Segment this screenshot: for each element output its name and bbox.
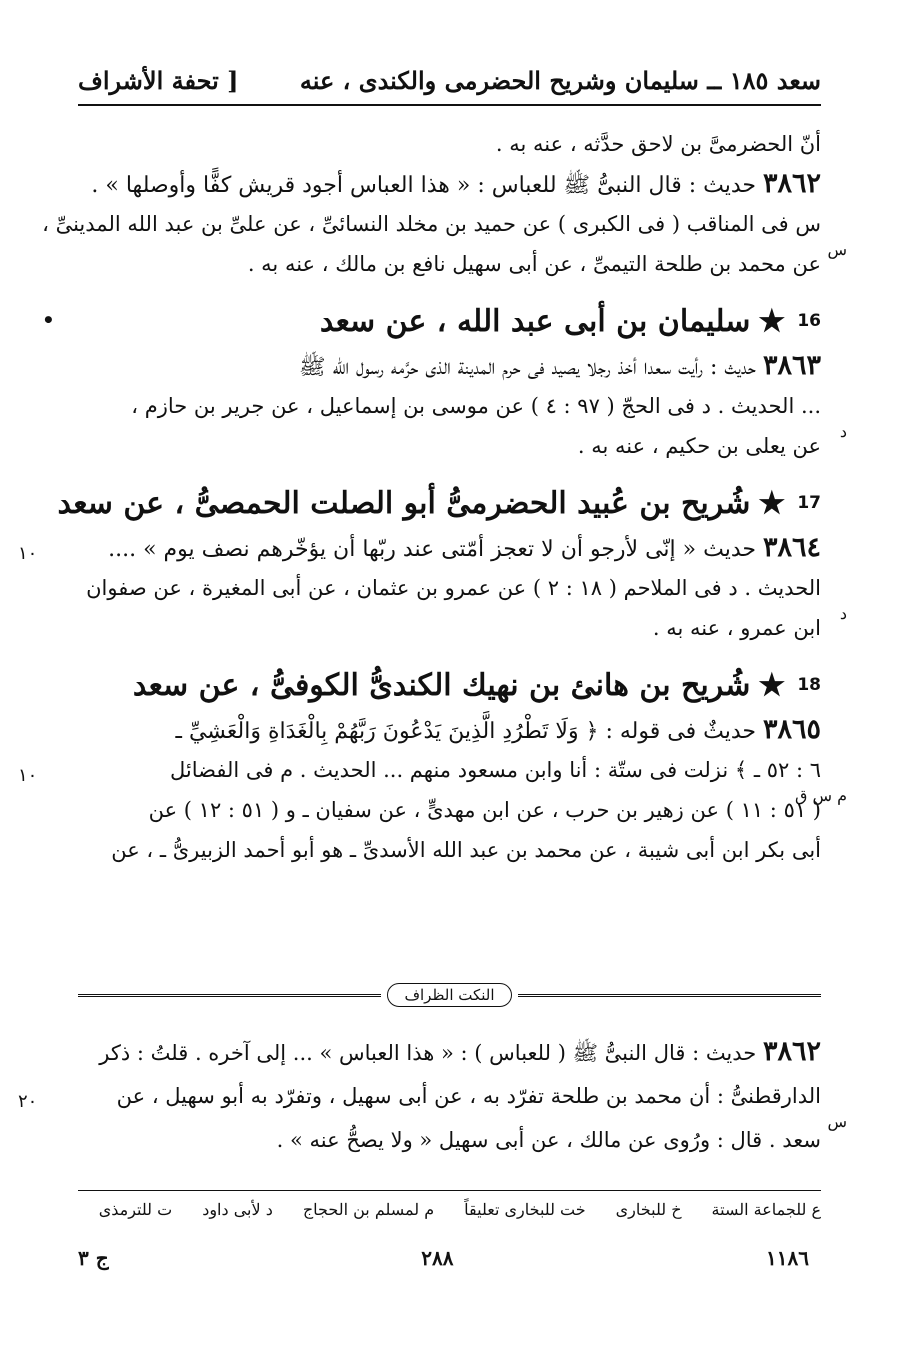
abbreviations-rule — [78, 1190, 821, 1191]
line-text: أنّ الحضرمىَّ بن لاحق حدَّثه ، عنه به . — [495, 132, 821, 156]
source-sigla: د — [839, 422, 847, 441]
note-text: حديث : قال النبىُّ ﷺ ( للعباس ) : « هذا العباس » ... إلى آخره . قلتُ : ذكر — [99, 1041, 757, 1065]
hadith-entry — [52, 170, 821, 210]
volume-number: ج ٣ — [78, 1246, 109, 1270]
hadith-entry — [52, 716, 821, 756]
header-book-title: [ تحفة الأشراف — [78, 65, 239, 95]
section-heading — [52, 654, 821, 716]
note-text: سعد . قال : ورُوى عن مالك ، عن أبى سهيل « ولا يصحُّ عنه » . — [276, 1128, 821, 1152]
divider-rule — [78, 994, 381, 997]
line-text: حديث : قال النبىُّ ﷺ للعباس : « هذا العباس أجود قريش كفًّا وأوصلها » . — [91, 173, 756, 198]
section-title: شُريح بن هانئ بن نهيك الكندىُّ الكوفىُّ ، عن سعد — [132, 667, 751, 703]
text-line — [52, 392, 847, 441]
line-text: ( ٥١ : ١١ ) عن زهير بن حرب ، عن ابن مهدىٍّ ، عن سفيان ـ و ( ٥١ : ١٢ ) عن — [148, 798, 821, 822]
line-text: حديث : رأيت سعدا أخذ رجلا يصيد فى حرم المدينة الذى حرَّمه رسول الله ﷺ — [299, 355, 756, 380]
section-title: سليمان بن أبى عبد الله ، عن سعد — [319, 303, 751, 339]
text-line — [52, 614, 821, 654]
abbreviations-key — [78, 1200, 821, 1219]
section-number: 16 — [797, 311, 821, 331]
line-text: ٦ : ٥٢ ـ ﴾ نزلت فى ستّة : أنا وابن مسعود منهم ... الحديث . م فى الفضائل — [170, 758, 821, 782]
note-text: الدارقطنىُّ : أن محمد بن طلحة تفرّد به ، عن أبى سهيل ، وتفرّد به أبو سهيل ، عن — [116, 1084, 821, 1108]
note-line — [52, 1126, 821, 1170]
section-number: 17 — [797, 493, 821, 513]
text-line — [52, 836, 821, 876]
text-line — [52, 574, 847, 623]
header-title: سعد ١٨٥ ــ سليمان وشريح الحضرمى والكندى ، عنه — [299, 65, 821, 95]
line-text: عن يعلى بن حكيم ، عنه به . — [577, 434, 821, 458]
hadith-number: ٣٨٦٤ — [762, 532, 821, 563]
source-sigla: م س ق — [794, 786, 847, 805]
line-text: حديثٌ فى قوله : ﴿ وَلَا تَطْرُدِ الَّذِينَ يَدْعُونَ رَبَّهُمْ بِالْغَدَاةِ وَالْعَشِيِّ ـ — [175, 719, 756, 744]
header-rule — [78, 104, 821, 106]
section-heading — [42, 290, 821, 352]
page-number: ٢٨٨ — [421, 1246, 454, 1270]
hadith-entry — [52, 352, 821, 392]
main-text — [18, 130, 847, 876]
abbreviation-item: ت للترمذى — [98, 1200, 173, 1219]
star-marker: ★ — [758, 303, 786, 339]
source-sigla: س — [827, 1112, 847, 1131]
line-text: حديث « إنّى لأرجو أن لا تعجز أمّتى عند ربّها أن يؤخّرهم نصف يوم » .... — [108, 537, 756, 562]
text-line — [52, 130, 821, 170]
section-heading — [52, 472, 821, 534]
line-text: ابن عمرو ، عنه به . — [652, 616, 821, 640]
source-sigla: د — [839, 604, 847, 623]
abbreviation-item: ع للجماعة الستة — [711, 1200, 821, 1219]
notes-section — [18, 1036, 847, 1170]
section-number: 18 — [797, 675, 821, 695]
margin-dot: • — [42, 308, 55, 332]
text-line — [52, 796, 821, 836]
abbreviation-item: خ للبخارى — [615, 1200, 682, 1219]
star-marker: ★ — [758, 485, 786, 521]
entry-number-footer: ١١٨٦ — [766, 1246, 809, 1270]
abbreviation-item: خت للبخارى تعليقاً — [464, 1200, 586, 1219]
margin-line-number: ١٠ — [18, 543, 38, 564]
abbreviation-item: م لمسلم بن الحجاج — [302, 1200, 435, 1219]
notes-divider — [78, 980, 821, 1010]
line-text: ... الحديث . د فى الحجّ ( ٩٧ : ٤ ) عن موسى بن إسماعيل ، عن جرير بن حازم ، — [131, 394, 821, 418]
note-hadith-number: ٣٨٦٢ — [762, 1036, 821, 1067]
note-line — [52, 1038, 821, 1082]
text-line — [18, 756, 847, 805]
section-title: شُريح بن عُبيد الحضرمىُّ أبو الصلت الحمصىُّ ، عن سعد — [57, 485, 751, 521]
note-line — [18, 1082, 847, 1131]
hadith-number: ٣٨٦٥ — [762, 714, 821, 745]
hadith-number: ٣٨٦٣ — [762, 350, 821, 381]
hadith-entry — [18, 532, 821, 574]
notes-divider-label: النكت الظراف — [387, 983, 511, 1007]
abbreviation-item: د لأبى داود — [202, 1200, 273, 1219]
text-line — [52, 250, 821, 290]
divider-rule — [518, 994, 821, 997]
line-text: أبى بكر ابن أبى شيبة ، عن محمد بن عبد الله الأسدىِّ ـ هو أبو أحمد الزبيرىُّ ـ ، عن — [111, 838, 821, 862]
text-line — [52, 432, 821, 472]
text-line — [42, 210, 847, 259]
line-text: الحديث . د فى الملاحم ( ١٨ : ٢ ) عن عمرو بن عثمان ، عن أبى المغيرة ، عن صفوان — [86, 576, 821, 600]
margin-line-number: ٢٠ — [18, 1091, 38, 1112]
hadith-number: ٣٨٦٢ — [762, 168, 821, 199]
running-header — [78, 58, 821, 102]
line-text: عن محمد بن طلحة التيمىِّ ، عن أبى سهيل نافع بن مالك ، عنه به . — [247, 252, 821, 276]
line-text: س فى المناقب ( فى الكبرى ) عن حميد بن مخلد النسائىِّ ، عن علىِّ بن عبد الله المدينىِّ ، — [42, 212, 821, 236]
star-marker: ★ — [758, 667, 786, 703]
page-footer — [78, 1246, 809, 1270]
margin-line-number: ١٠ — [18, 765, 38, 786]
source-sigla: س — [827, 240, 847, 259]
